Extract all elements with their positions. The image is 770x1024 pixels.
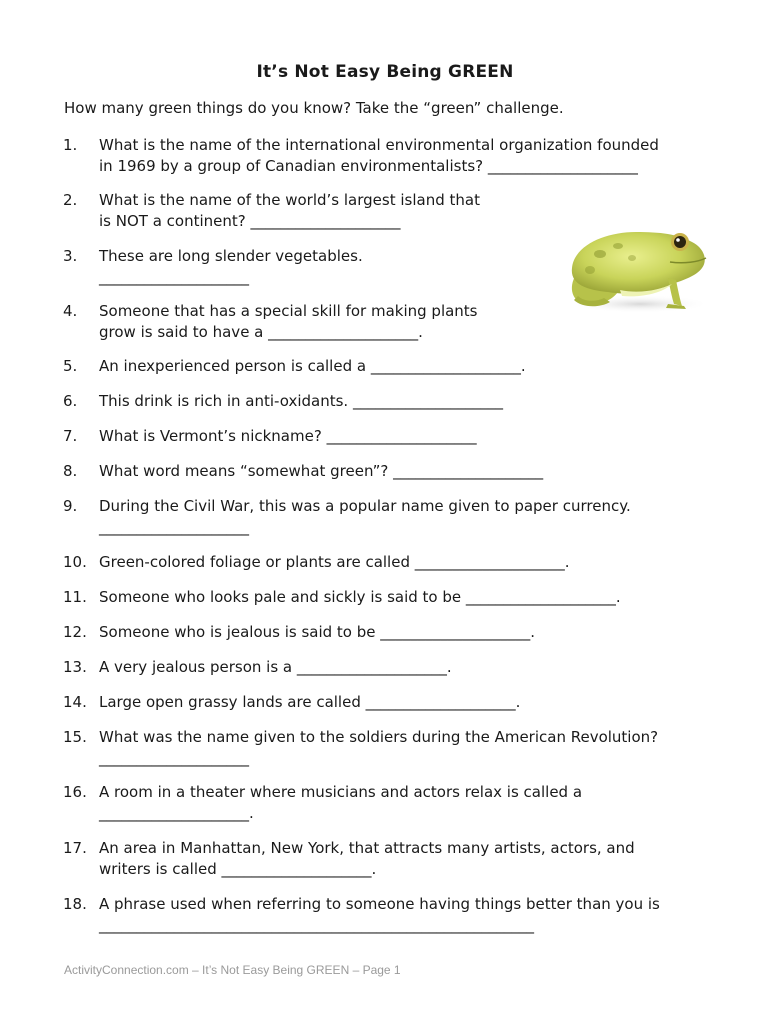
question-number: 14.: [63, 693, 87, 711]
question-line: ____________________: [99, 749, 249, 767]
question-number: 16.: [63, 783, 87, 801]
question-number: 3.: [63, 247, 78, 265]
question-line: Someone that has a special skill for making plants: [99, 302, 478, 320]
question-line: ____________________: [99, 268, 249, 286]
question-line: What word means “somewhat green”? ____________________: [99, 462, 544, 480]
question-number: 10.: [63, 553, 87, 571]
intro-text: How many green things do you know? Take the “green” challenge.: [64, 99, 564, 117]
question-line: What is the name of the international environmental organization founded: [99, 136, 659, 154]
question-text: [99, 552, 570, 573]
question-number: 8.: [63, 462, 78, 480]
question-text: [99, 301, 478, 343]
question-line: What is the name of the world’s largest island that: [99, 191, 480, 209]
question-line: A very jealous person is a ____________________.: [99, 658, 452, 676]
footer: ActivityConnection.com – It’s Not Easy Being GREEN – Page 1: [64, 963, 401, 977]
question-text: [99, 356, 526, 377]
question-text: [99, 461, 543, 482]
question-line: in 1969 by a group of Canadian environmentalists? ____________________: [99, 157, 638, 175]
question-line: ____________________.: [99, 804, 254, 822]
question-text: [99, 496, 631, 538]
question-line: This drink is rich in anti-oxidants. ____________________: [99, 392, 503, 410]
question-text: [99, 587, 621, 608]
question-line: __________________________________________________________: [99, 916, 534, 934]
question-line: What is Vermont’s nickname? ____________________: [99, 427, 477, 445]
question-text: [99, 727, 658, 769]
question-text: [99, 894, 660, 936]
question-line: is NOT a continent? ____________________: [99, 212, 401, 230]
question-text: [99, 391, 503, 412]
question-line: These are long slender vegetables.: [99, 247, 363, 265]
question-line: Large open grassy lands are called ____________________.: [99, 693, 521, 711]
question-number: 12.: [63, 623, 87, 641]
question-text: [99, 692, 520, 713]
question-text: [99, 426, 477, 447]
question-number: 7.: [63, 427, 78, 445]
question-line: An area in Manhattan, New York, that attracts many artists, actors, and: [99, 839, 635, 857]
question-number: 1.: [63, 136, 78, 154]
question-line: A phrase used when referring to someone having things better than you is: [99, 895, 660, 913]
question-number: 6.: [63, 392, 78, 410]
question-line: ____________________: [99, 518, 249, 536]
question-line: What was the name given to the soldiers during the American Revolution?: [99, 728, 659, 746]
question-line: grow is said to have a ____________________.: [99, 323, 423, 341]
question-line: During the Civil War, this was a popular name given to paper currency.: [99, 497, 631, 515]
question-number: 11.: [63, 588, 87, 606]
question-number: 17.: [63, 839, 87, 857]
question-text: [99, 782, 582, 824]
question-line: writers is called ____________________.: [99, 860, 377, 878]
question-line: Someone who looks pale and sickly is said to be ____________________.: [99, 588, 621, 606]
question-line: A room in a theater where musicians and actors relax is called a: [99, 783, 583, 801]
question-line: Green-colored foliage or plants are called ____________________.: [99, 553, 570, 571]
question-text: [99, 135, 659, 177]
question-line: Someone who is jealous is said to be ____________________.: [99, 623, 536, 641]
question-text: [99, 190, 480, 232]
question-number: 13.: [63, 658, 87, 676]
frog-image: [560, 212, 716, 314]
question-text: [99, 246, 363, 288]
page-title: It’s Not Easy Being GREEN: [256, 62, 514, 82]
question-number: 18.: [63, 895, 87, 913]
question-number: 15.: [63, 728, 87, 746]
question-number: 4.: [63, 302, 78, 320]
question-line: An inexperienced person is called a ____________________.: [99, 357, 526, 375]
question-number: 2.: [63, 191, 78, 209]
question-text: [99, 622, 535, 643]
question-text: [99, 657, 452, 678]
question-text: [99, 838, 635, 880]
question-number: 5.: [63, 357, 78, 375]
question-number: 9.: [63, 497, 78, 515]
